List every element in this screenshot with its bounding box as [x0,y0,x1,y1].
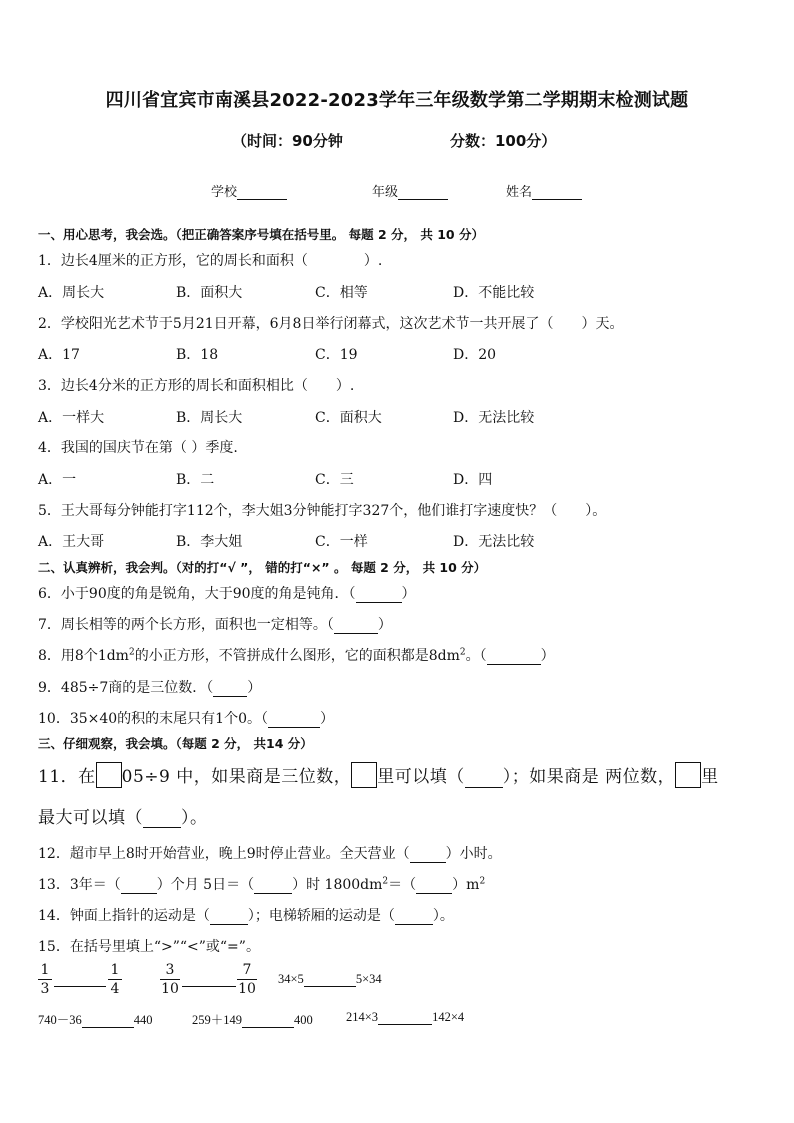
q5-option-c[interactable]: C．一样 [315,534,368,550]
q11-digit-box[interactable] [96,762,122,788]
q11-digit-box-3[interactable] [675,762,701,788]
q13-answer-blank-3[interactable] [416,879,452,894]
exam-score: 分数：100分） [450,132,557,150]
q5-option-a[interactable]: A．王大哥 [38,534,105,550]
question-14: 14．钟面上指针的运动是（ ）；电梯轿厢的运动是（ ）。 [38,908,454,924]
grade-field[interactable]: 年级 [372,181,448,200]
q15-fraction-7-10: $\frac{7}{10}$ [238,962,256,997]
q15-compare-blank-1[interactable] [54,985,106,987]
question-6: 6．小于90度的角是锐角，大于90度的角是钝角．（ ） [38,586,416,602]
q8-answer-blank[interactable] [487,650,541,665]
q15-compare-5: 259＋149 400 [192,1013,313,1027]
q5-option-d[interactable]: D．无法比较 [453,534,535,550]
question-3: 3．边长4分米的正方形的周长和面积相比（ ）. [38,378,355,394]
q11-answer-blank-2[interactable] [143,810,181,828]
school-field[interactable]: 学校 [211,181,287,200]
q15-fraction-1-3: $\frac{1}{3}$ [38,962,52,997]
q4-option-a[interactable]: A．一 [38,472,77,488]
question-11: 11．在 05÷9 中，如果商是三位数， 里可以填（ ）；如果商是 两位数， 里 [38,762,719,788]
q2-option-b[interactable]: B．18 [176,347,219,363]
q15-compare-4: 740－36 440 [38,1013,153,1027]
q15-compare-blank-5[interactable] [242,1015,294,1028]
q15-fraction-3-10: $\frac{3}{10}$ [161,962,179,997]
q15-compare-blank-4[interactable] [82,1015,134,1028]
question-12: 12．超市早上8时开始营业，晚上9时停止营业。全天营业（ ）小时。 [38,846,502,862]
question-5: 5．王大哥每分钟能打字112个，李大姐3分钟能打字327个，他们谁打字速度快？（ ）。 [38,503,607,519]
q10-answer-blank[interactable] [268,713,320,728]
question-1: 1．边长4厘米的正方形，它的周长和面积（ ）. [38,253,383,269]
q1-option-c[interactable]: C．相等 [315,285,368,301]
q14-answer-blank-1[interactable] [210,910,248,925]
q5-option-b[interactable]: B．李大姐 [176,534,243,550]
q2-option-d[interactable]: D．20 [453,347,497,363]
q11-answer-blank-1[interactable] [465,770,503,788]
q12-answer-blank[interactable] [410,848,446,863]
exam-title: 四川省宜宾市南溪县2022-2023学年三年级数学第二学期期末检测试题 [105,90,689,111]
q3-option-b[interactable]: B．周长大 [176,410,243,426]
q9-answer-blank[interactable] [213,682,247,697]
question-13: 13．3年＝（ ）个月 5日＝（ ）时 $1800dm^2=$（ ）$m^2$ [38,876,486,893]
name-field[interactable]: 姓名 [506,181,582,200]
q3-option-a[interactable]: A．一样大 [38,410,105,426]
q6-answer-blank[interactable] [356,588,402,603]
section-2-heading: 二、认真辨析，我会判。（对的打“√ ”， 错的打“×” 。 每题 2 分， 共 10 分） [38,560,487,575]
q13-answer-blank-2[interactable] [254,879,292,894]
q4-option-b[interactable]: B．二 [176,472,215,488]
question-7: 7．周长相等的两个长方形，面积也一定相等。（ ） [38,617,392,633]
section-3-heading: 三、仔细观察，我会填。（每题 2 分， 共14 分） [38,736,313,751]
question-2: 2．学校阳光艺术节于5月21日开幕，6月8日举行闭幕式，这次艺术节一共开展了（ ）天。 [38,316,624,332]
q1-option-d[interactable]: D．不能比较 [453,285,535,301]
question-9: 9．485÷7商的是三位数．（ ） [38,680,262,696]
q15-compare-blank-6[interactable] [378,1012,432,1025]
q13-answer-blank-1[interactable] [121,879,157,894]
question-11-cont: 最大可以填（ ）。 [38,808,208,828]
q11-digit-box-2[interactable] [351,762,377,788]
q15-compare-3: 34×5 5×34 [278,972,382,986]
q15-fraction-1-4: $\frac{1}{4}$ [108,962,122,997]
q1-option-a[interactable]: A．周长大 [38,285,105,301]
q3-option-d[interactable]: D．无法比较 [453,410,535,426]
question-10: 10．35×40的积的末尾只有1个0。（ ） [38,711,334,727]
q15-compare-6: 214×3 142×4 [346,1010,465,1024]
q7-answer-blank[interactable] [334,619,378,634]
q14-answer-blank-2[interactable] [395,910,433,925]
q3-option-c[interactable]: C．面积大 [315,410,382,426]
exam-time: （时间：90分钟 [232,132,343,150]
q2-option-c[interactable]: C．19 [315,347,358,363]
q4-option-d[interactable]: D．四 [453,472,493,488]
q2-option-a[interactable]: A．17 [38,347,80,363]
q15-compare-blank-2[interactable] [182,985,236,987]
question-8: 8．用8个$1dm^2$的小正方形，不管拼成什么图形，它的面积都是$8dm^2$。（ ） [38,647,555,664]
q4-option-c[interactable]: C．三 [315,472,354,488]
q1-option-b[interactable]: B．面积大 [176,285,243,301]
question-4: 4．我国的国庆节在第（ ）季度. [38,440,238,456]
question-15: 15．在括号里填上“>”“<”或“=”。 [38,939,260,955]
q15-compare-blank-3[interactable] [304,974,356,987]
section-1-heading: 一、用心思考，我会选。（把正确答案序号填在括号里。 每题 2 分， 共 10 分） [38,227,484,242]
